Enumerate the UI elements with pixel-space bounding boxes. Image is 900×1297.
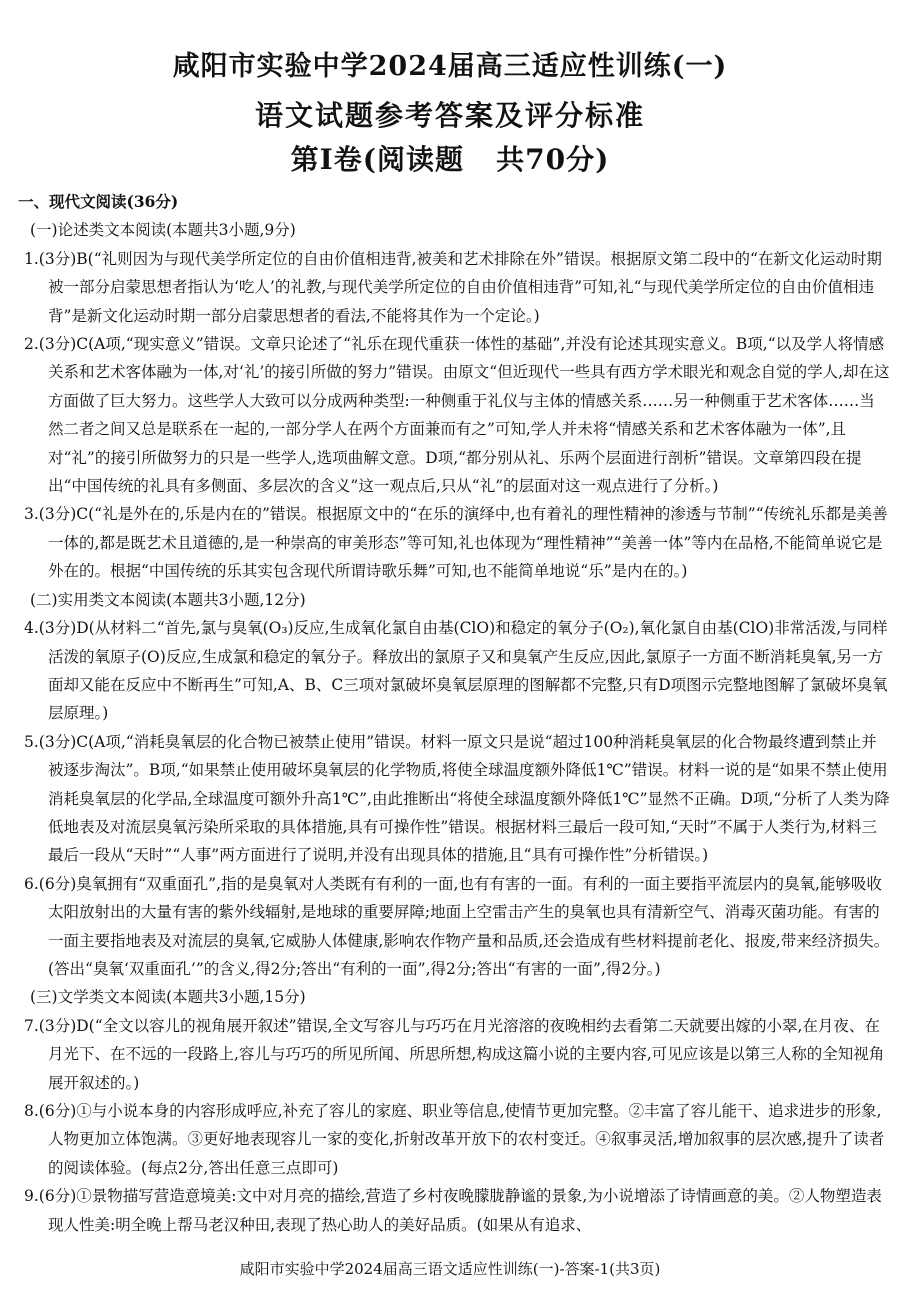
item-number: 9. xyxy=(24,1187,39,1206)
item-number: 7. xyxy=(24,1016,39,1035)
part-heading-2: (二)实用类文本阅读(本题共3小题,12分) xyxy=(30,590,306,609)
answer-content xyxy=(18,188,890,1239)
part-heading-3: (三)文学类文本阅读(本题共3小题,15分) xyxy=(30,988,306,1007)
document-subtitle: 语文试题参考答案及评分标准 xyxy=(254,99,645,132)
answer-item-2 xyxy=(24,330,890,500)
item-number: 4. xyxy=(24,619,39,638)
item-text: (3分)C(A项,“消耗臭氧层的化合物已被禁止使用”错误。材料一原文只是说“超过100种消耗臭氧层的化合物最终遭到禁止并被逐步淘汰”。B项,“如果禁止使用破坏臭氧层的化学物质,将使全球温度额外降低1℃”错误。材料一说的是“如果不禁止使用消耗臭氧层的化学品,全球温度可额外升高1℃”,由此推断出“将使全球温度额外降低1℃”显然不正确。D项,“分析了人类为降低地表及对流层臭氧污染所采取的具体措施,具有可操作性”错误。根据材料三最后一段可知,“天时”不属于人类行为,材料三最后一段从“天时”“人事”两方面进行了说明,并没有出现具体的措施,且“具有可操作性”分析错误。) xyxy=(38,732,890,865)
item-text: (6分)①与小说本身的内容形成呼应,补充了容儿的家庭、职业等信息,使情节更加完整。②丰富了容儿能干、追求进步的形象,人物更加立体饱满。③更好地表现容儿一家的变化,折射改革开放下的农村变迁。④叙事灵活,增加叙事的层次感,提升了读者的阅读体验。(每点2分,答出任意三点即可) xyxy=(38,1102,885,1177)
part-heading-1: (一)论述类文本阅读(本题共3小题,9分) xyxy=(30,221,296,240)
volume-heading: 第Ⅰ卷(阅读题 共70分) xyxy=(290,143,610,176)
item-number: 1. xyxy=(24,249,39,268)
item-number: 2. xyxy=(24,335,39,354)
exam-title: 咸阳市实验中学2024届高三适应性训练(一) xyxy=(172,51,728,82)
answer-item-6 xyxy=(24,870,890,984)
item-number: 5. xyxy=(24,732,39,751)
item-text: (3分)B(“礼则因为与现代美学所定位的自由价值相违背,被美和艺术排除在外”错误。根据原文第二段中的“在新文化运动时期被一部分启蒙思想者指认为‘吃人’的礼教,与现代美学所定位的自由价值相违背”可知,礼“与现代美学所定位的自由价值相违背”是新文化运动时期一部分启蒙思想者的看法,不能将其作为一个定论。) xyxy=(38,249,882,325)
item-text: (3分)D(“全文以容儿的视角展开叙述”错误,全文写容儿与巧巧在月光溶溶的夜晚相约去看第二天就要出嫁的小翠,在月夜、在月光下、在不远的一段路上,容儿与巧巧的所见所闻、所思所想,构成这篇小说的主要内容,可见应该是以第三人称的全知视角展开叙述的。) xyxy=(38,1016,885,1092)
answer-item-8 xyxy=(24,1097,890,1182)
answer-item-7 xyxy=(24,1012,890,1097)
title-block xyxy=(0,48,900,182)
answer-item-3 xyxy=(24,500,890,585)
answer-item-1 xyxy=(24,245,890,330)
item-text: (3分)C(A项,“现实意义”错误。文章只论述了“礼乐在现代重获一体性的基础”,并没有论述其现实意义。B项,“以及学人将情感关系和艺术客体融为一体,对‘礼’的接引所做的努力”错误。由原文“但近现代一些具有西方学术眼光和观念自觉的学人,却在这方面做了巨大努力。这些学人大致可以分成两种类型:一种侧重于礼仪与主体的情感关系……另一种侧重于艺术客体……当然二者之间又总是联系在一起的,一部分学人在两个方面兼而有之”可知,学人并未将“情感关系和艺术客体融为一体”,且对“礼”的接引所做努力的只是一些学人,选项曲解文意。D项,“都分别从礼、乐两个层面进行剖析”错误。文章第四段在提出“中国传统的礼具有多侧面、多层次的含义”这一观点后,只从“礼”的层面对这一观点进行了分析。) xyxy=(38,335,890,496)
item-text: (6分)①景物描写营造意境美:文中对月亮的描绘,营造了乡村夜晚朦胧静谧的景象,为小说增添了诗情画意的美。②人物塑造表现人性美:明全晚上帮马老汉种田,表现了热心助人的美好品质。(如果从有追求、 xyxy=(38,1187,882,1234)
answer-item-5 xyxy=(24,728,890,870)
item-text: (6分)臭氧拥有“双重面孔”,指的是臭氧对人类既有有利的一面,也有有害的一面。有利的一面主要指平流层内的臭氧,能够吸收太阳放射出的大量有害的紫外线辐射,是地球的重要屏障;地面上空雷击产生的臭氧也具有清新空气、消毒灭菌功能。有害的一面主要指地表及对流层的臭氧,它威胁人体健康,影响农作物产量和品质,还会造成有些材料提前老化、报废,带来经济损失。(答出“臭氧‘双重面孔’”的含义,得2分;答出“有利的一面”,得2分;答出“有害的一面”,得2分。) xyxy=(38,874,890,978)
item-number: 3. xyxy=(24,505,39,524)
answer-item-9 xyxy=(24,1182,890,1239)
item-number: 6. xyxy=(24,874,39,893)
item-number: 8. xyxy=(24,1102,39,1120)
section-heading: 一、现代文阅读(36分) xyxy=(18,192,179,211)
page-footer: 咸阳市实验中学2024届高三语文适应性训练(一)-答案-1(共3页) xyxy=(239,1260,661,1278)
item-text: (3分)D(从材料二“首先,氯与臭氧(O₃)反应,生成氧化氯自由基(ClO)和稳定的氧分子(O₂),氧化氯自由基(ClO)非常活泼,与同样活泼的氧原子(O)反应,生成氯和稳定的氧分子。释放出的氯原子又和臭氧产生反应,因此,氯原子一方面不断消耗臭氧,另一方面却又能在反应中不断再生”可知,A、B、C三项对氯破坏臭氧层原理的图解都不完整,只有D项图示完整地图解了氯破坏臭氧层原理。) xyxy=(38,619,888,723)
item-text: (3分)C(“礼是外在的,乐是内在的”错误。根据原文中的“在乐的演绎中,也有着礼的理性精神的渗透与节制”“传统礼乐都是美善一体的,都是既艺术且道德的,是一种崇高的审美形态”等可知,礼也体现为“理性精神”“美善一体”等内在品格,不能简单说它是外在的。根据“中国传统的乐其实包含现代所谓诗歌乐舞”可知,也不能简单地说“乐”是内在的。) xyxy=(38,505,888,581)
answer-item-4 xyxy=(24,614,890,728)
